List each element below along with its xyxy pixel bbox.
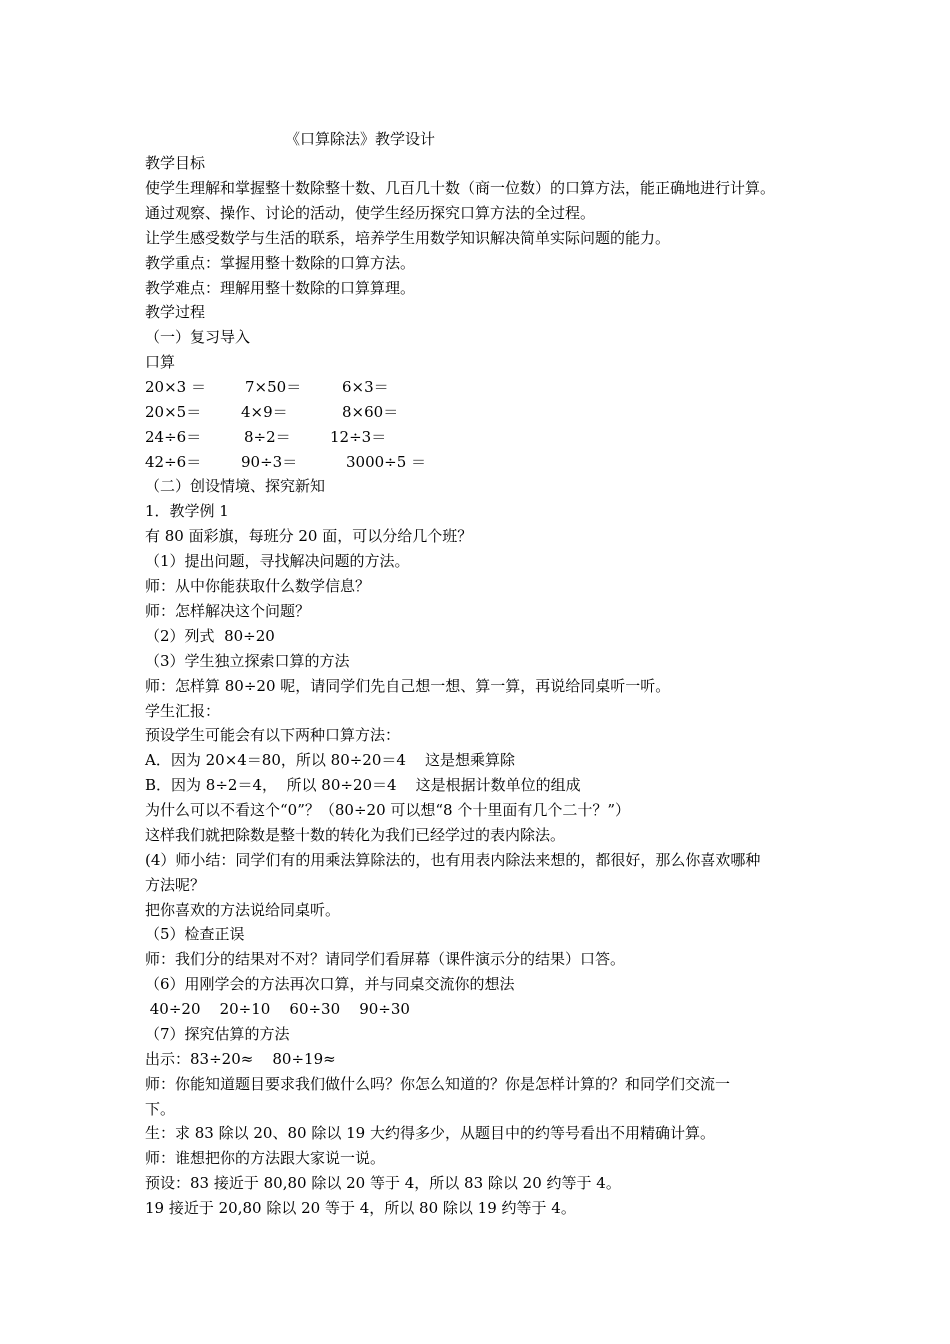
- oral-calc-row: [145, 452, 817, 472]
- text-line: 40÷20 20÷10 60÷30 90÷30: [145, 1000, 410, 1018]
- text-line: 下。: [145, 1100, 176, 1118]
- oral-calc-item: 20×3 ＝: [145, 378, 206, 396]
- text-line: （2）列式 80÷20: [145, 627, 275, 645]
- oral-calc-item: 8×60＝: [342, 403, 399, 421]
- text-line: （1）提出问题，寻找解决问题的方法。: [145, 552, 410, 570]
- text-line: A．因为 20×4＝80，所以 80÷20＝4 这是想乘算除: [145, 751, 516, 769]
- text-line: 为什么可以不看这个“0”？（80÷20 可以想“8 个十里面有几个二十？”）: [145, 801, 631, 819]
- oral-calc-item: 90÷3＝: [241, 453, 298, 471]
- section-heading: （一）复习导入: [145, 328, 251, 346]
- text-line: 教学重点：掌握用整十数除的口算方法。: [145, 254, 416, 272]
- text-line: 生：求 83 除以 20、80 除以 19 大约得多少，从题目中的约等号看出不用精确计算。: [145, 1124, 715, 1142]
- text-line: 学生汇报：: [145, 702, 221, 720]
- text-line: 通过观察、操作、讨论的活动，使学生经历探究口算方法的全过程。: [145, 204, 596, 222]
- text-line: 师：从中你能获取什么数学信息？: [145, 577, 371, 595]
- text-line: 有 80 面彩旗，每班分 20 面，可以分给几个班？: [145, 527, 473, 545]
- oral-calc-item: 8÷2＝: [244, 428, 291, 446]
- section-heading: （二）创设情境、探究新知: [145, 477, 326, 495]
- text-line: 把你喜欢的方法说给同桌听。: [145, 901, 341, 919]
- text-line: 师：我们分的结果对不对？请同学们看屏幕（课件演示分的结果）口答。: [145, 950, 626, 968]
- text-line: （3）学生独立探索口算的方法: [145, 652, 350, 670]
- text-line: （6）用刚学会的方法再次口算，并与同桌交流你的想法: [145, 975, 515, 993]
- text-line: 师：怎样解决这个问题？: [145, 602, 311, 620]
- oral-calc-item: 20×5＝: [145, 403, 202, 421]
- document-title: 《口算除法》教学设计: [285, 130, 436, 148]
- oral-calc-item: 12÷3＝: [330, 428, 387, 446]
- text-line: 师：怎样算 80÷20 呢，请同学们先自己想一想、算一算，再说给同桌听一听。: [145, 677, 671, 695]
- text-line: 口算: [145, 353, 176, 371]
- text-line: 这样我们就把除数是整十数的转化为我们已经学过的表内除法。: [145, 826, 566, 844]
- oral-calc-item: 4×9＝: [241, 403, 288, 421]
- text-line: 让学生感受数学与生活的联系，培养学生用数学知识解决简单实际问题的能力。: [145, 229, 671, 247]
- text-line: （7）探究估算的方法: [145, 1025, 290, 1043]
- oral-calc-item: 7×50＝: [245, 378, 302, 396]
- oral-calc-row: [145, 402, 817, 422]
- text-line: 1．教学例 1: [145, 502, 229, 520]
- text-line: 19 接近于 20,80 除以 20 等于 4，所以 80 除以 19 约等于 4。: [145, 1199, 576, 1217]
- oral-calc-item: 42÷6＝: [145, 453, 202, 471]
- text-line: B．因为 8÷2＝4， 所以 80÷20＝4 这是根据计数单位的组成: [145, 776, 581, 794]
- text-line: 预设学生可能会有以下两种口算方法：: [145, 726, 401, 744]
- text-line: 方法呢？: [145, 876, 206, 894]
- text-line: (4）师小结：同学们有的用乘法算除法的，也有用表内除法来想的，都很好，那么你喜欢哪种: [145, 851, 761, 869]
- text-line: 教学目标: [145, 154, 206, 172]
- oral-calc-item: 3000÷5 ＝: [346, 453, 427, 471]
- oral-calc-item: 24÷6＝: [145, 428, 202, 446]
- text-line: 预设：83 接近于 80,80 除以 20 等于 4，所以 83 除以 20 约等于 4。: [145, 1174, 621, 1192]
- text-line: 使学生理解和掌握整十数除整十数、几百几十数（商一位数）的口算方法，能正确地进行计算。: [145, 179, 776, 197]
- oral-calc-row: [145, 377, 817, 397]
- text-line: 出示：83÷20≈ 80÷19≈: [145, 1050, 336, 1068]
- oral-calc-item: 6×3＝: [342, 378, 389, 396]
- text-line: 师：谁想把你的方法跟大家说一说。: [145, 1149, 386, 1167]
- text-line: 师：你能知道题目要求我们做什么吗？你怎么知道的？你是怎样计算的？和同学们交流一: [145, 1075, 731, 1093]
- section-heading: 教学过程: [145, 303, 206, 321]
- text-line: （5）检查正误: [145, 925, 245, 943]
- text-line: 教学难点：理解用整十数除的口算算理。: [145, 279, 416, 297]
- oral-calc-row: [145, 427, 817, 447]
